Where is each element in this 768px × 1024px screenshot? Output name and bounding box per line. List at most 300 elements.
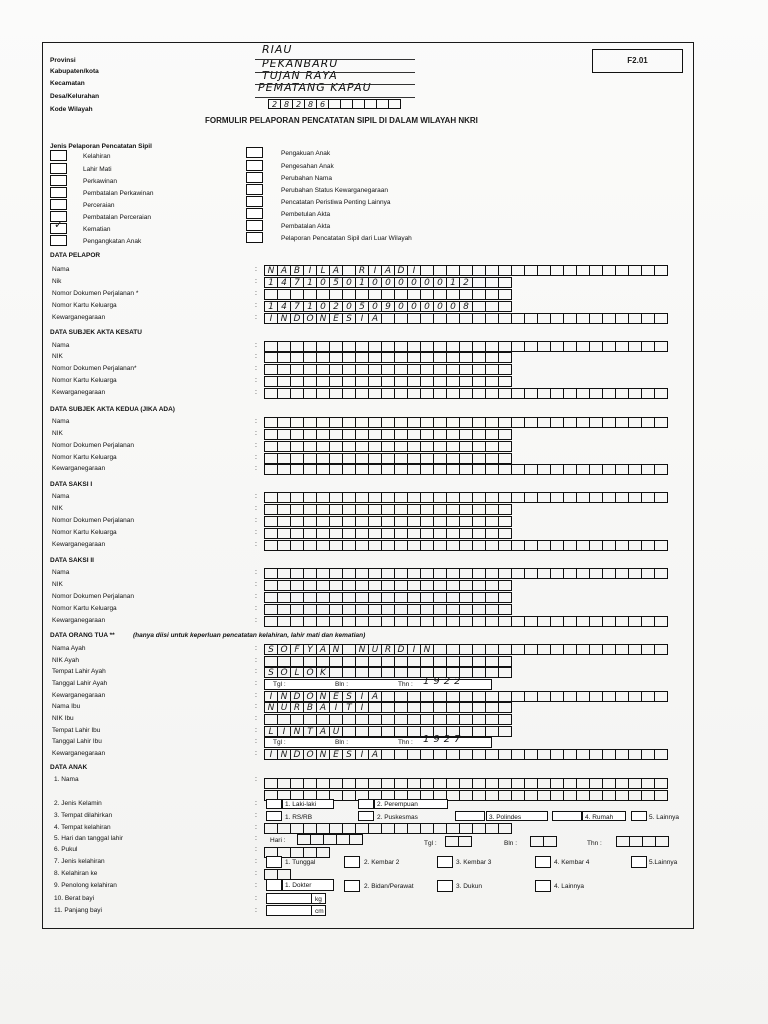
char-cell (447, 657, 460, 666)
char-cell (447, 290, 460, 299)
checkbox-lainnya[interactable] (631, 856, 647, 868)
char-cell (356, 365, 369, 374)
char-cell (473, 645, 486, 654)
char-cell: 8 (305, 100, 317, 108)
char-cell (421, 715, 434, 724)
checkbox-puskesmas[interactable] (358, 811, 374, 821)
colon-separator: : (255, 738, 257, 745)
char-cell (421, 465, 434, 474)
checkbox-jenis-left[interactable] (50, 163, 67, 174)
char-cell (499, 290, 512, 299)
char-cell (655, 418, 668, 427)
char-cell (499, 727, 512, 736)
char-box-row[interactable] (264, 388, 668, 399)
char-cell (538, 791, 551, 800)
char-cell (278, 418, 291, 427)
char-cell (317, 493, 330, 502)
char-cell (343, 715, 356, 724)
colon-separator: : (255, 835, 257, 842)
bln-row[interactable] (530, 836, 557, 847)
char-cell (408, 290, 421, 299)
char-cell (291, 569, 304, 578)
char-cell (512, 314, 525, 323)
option-label: 1. Laki-laki (285, 801, 317, 808)
char-cell (291, 430, 304, 439)
option-label: 2. Bidan/Perawat (364, 883, 414, 890)
char-box-row[interactable] (264, 429, 512, 440)
char-cell (551, 617, 564, 626)
section-heading: Jenis Pelaporan Pencatatan Sipil (50, 143, 152, 150)
char-cell (304, 290, 317, 299)
char-cell (629, 692, 642, 701)
char-cell (447, 692, 460, 701)
hari-row[interactable] (297, 834, 363, 845)
tempat-ibu-row[interactable] (264, 726, 512, 737)
form-title: FORMULIR PELAPORAN PENCATATAN SIPIL DI DALAM WILAYAH NKRI (205, 116, 478, 125)
char-cell (590, 418, 603, 427)
colon-separator: : (255, 657, 257, 664)
char-cell (304, 430, 317, 439)
checkbox-bidan[interactable] (344, 880, 360, 892)
char-cell (395, 617, 408, 626)
char-box-row[interactable] (264, 568, 668, 579)
char-cell (551, 779, 564, 788)
char-cell (512, 645, 525, 654)
char-cell (590, 493, 603, 502)
jenis-label: Perceraian (83, 202, 115, 209)
char-cell (577, 389, 590, 398)
char-cell (395, 493, 408, 502)
char-cell (421, 418, 434, 427)
char-cell: L (317, 266, 330, 275)
char-cell (330, 389, 343, 398)
char-cell (643, 837, 656, 846)
char-cell (434, 465, 447, 474)
char-cell (642, 779, 655, 788)
checkbox-jenis-right[interactable] (246, 232, 263, 243)
char-cell (421, 365, 434, 374)
char-cell: B (304, 703, 317, 712)
char-cell (460, 342, 473, 351)
char-cell: 0 (434, 278, 447, 287)
char-cell (447, 493, 460, 502)
char-cell (343, 493, 356, 502)
jenis-label: Perubahan Status Kewarganegaraan (281, 187, 388, 194)
char-cell (525, 645, 538, 654)
char-cell (369, 442, 382, 451)
char-cell (486, 824, 499, 833)
char-cell (317, 824, 330, 833)
char-cell: I (369, 266, 382, 275)
char-cell (317, 353, 330, 362)
char-cell (343, 353, 356, 362)
char-cell (408, 593, 421, 602)
checkbox-polindes[interactable] (455, 811, 485, 821)
char-cell (512, 750, 525, 759)
char-box-row[interactable] (264, 453, 512, 464)
checkbox-jenis-right[interactable] (246, 196, 263, 207)
section-heading: DATA PELAPOR (50, 252, 101, 259)
char-cell (369, 569, 382, 578)
char-cell (629, 493, 642, 502)
checkbox-kembar4[interactable] (535, 856, 551, 868)
char-cell (265, 657, 278, 666)
field-label: Tempat Lahir Ibu (52, 727, 101, 734)
char-cell (512, 692, 525, 701)
char-cell (590, 314, 603, 323)
char-cell (434, 314, 447, 323)
section-note: (hanya diisi untuk keperluan pencatatan kelahiran, lahir mati dan kematian) (133, 632, 366, 639)
char-cell (486, 517, 499, 526)
char-cell (499, 430, 512, 439)
char-cell (356, 430, 369, 439)
char-box-row[interactable] (264, 540, 668, 551)
char-cell (395, 779, 408, 788)
char-cell (460, 377, 473, 386)
section-heading: DATA SAKSI I (50, 481, 93, 488)
char-cell (460, 529, 473, 538)
char-cell (499, 442, 512, 451)
char-cell (486, 418, 499, 427)
char-box-row[interactable] (264, 376, 512, 387)
char-box-row[interactable] (264, 492, 668, 503)
char-cell (382, 442, 395, 451)
nik-ibu-row[interactable] (264, 714, 512, 725)
char-cell (382, 365, 395, 374)
checkbox-lainnya[interactable] (631, 811, 647, 821)
char-cell (473, 353, 486, 362)
char-box-row[interactable] (264, 341, 668, 352)
checkbox-dokter[interactable] (266, 879, 282, 891)
char-cell (616, 389, 629, 398)
char-cell (369, 657, 382, 666)
char-cell (486, 266, 499, 275)
char-cell (629, 779, 642, 788)
field-label: 8. Kelahiran ke (54, 870, 98, 877)
char-box-row[interactable] (264, 592, 512, 603)
char-cell (460, 353, 473, 362)
char-cell (317, 581, 330, 590)
char-cell (265, 569, 278, 578)
char-cell: I (408, 266, 421, 275)
char-cell: A (317, 703, 330, 712)
char-cell (408, 389, 421, 398)
char-cell (395, 569, 408, 578)
char-cell (421, 314, 434, 323)
char-cell (603, 617, 616, 626)
char-cell (369, 493, 382, 502)
thn-row[interactable] (616, 836, 669, 847)
char-cell (421, 581, 434, 590)
char-cell: 1 (304, 302, 317, 311)
char-cell (473, 302, 486, 311)
char-cell (473, 465, 486, 474)
char-cell (642, 314, 655, 323)
char-cell (434, 715, 447, 724)
char-cell (538, 465, 551, 474)
char-cell (395, 750, 408, 759)
char-cell (265, 290, 278, 299)
char-cell (434, 517, 447, 526)
checkbox-jenis-right[interactable] (246, 184, 263, 195)
char-box-row[interactable] (264, 441, 512, 452)
char-cell (382, 715, 395, 724)
checkbox-jenis-right[interactable] (246, 147, 263, 158)
char-cell (512, 541, 525, 550)
char-cell (590, 342, 603, 351)
tgl-row[interactable] (445, 836, 472, 847)
checkbox-jenis-left[interactable] (50, 175, 67, 186)
char-cell: O (304, 314, 317, 323)
char-cell (330, 505, 343, 514)
jenis-label: Perubahan Nama (281, 175, 332, 182)
nama-ayah-row[interactable] (264, 644, 668, 655)
option-label: 3. Dukun (456, 883, 483, 890)
char-cell (564, 465, 577, 474)
option-label: 1. Dokter (285, 882, 312, 889)
char-cell (486, 442, 499, 451)
char-cell (395, 377, 408, 386)
char-cell (408, 541, 421, 550)
char-cell (265, 365, 278, 374)
char-cell (304, 418, 317, 427)
checkbox-lainnya[interactable] (535, 880, 551, 892)
char-cell (460, 493, 473, 502)
char-cell (408, 529, 421, 538)
char-cell (265, 605, 278, 614)
checkbox-rs[interactable] (266, 811, 282, 821)
char-cell (577, 617, 590, 626)
char-cell (265, 581, 278, 590)
char-cell (486, 377, 499, 386)
char-cell (291, 442, 304, 451)
checkbox-rumah[interactable] (552, 811, 582, 821)
char-cell (291, 657, 304, 666)
char-cell (551, 791, 564, 800)
char-cell (616, 645, 629, 654)
checkbox-perempuan[interactable] (358, 799, 374, 809)
char-box-row[interactable] (264, 504, 512, 515)
char-cell (343, 617, 356, 626)
char-cell (369, 715, 382, 724)
colon-separator: : (255, 858, 257, 865)
field-label: Nomor Dokumen Perjalanan (52, 593, 135, 600)
char-cell (278, 505, 291, 514)
char-cell (499, 581, 512, 590)
char-cell (304, 779, 317, 788)
char-cell (551, 266, 564, 275)
char-cell: R (291, 703, 304, 712)
checkbox-jenis-right[interactable] (246, 172, 263, 183)
char-box-row[interactable] (264, 417, 668, 428)
jenis-label: Pencatatan Peristiwa Penting Lainnya (281, 199, 391, 206)
char-cell (538, 750, 551, 759)
char-box-row[interactable] (264, 277, 512, 288)
char-cell (356, 353, 369, 362)
checkbox-kembar2[interactable] (344, 856, 360, 868)
char-cell (447, 617, 460, 626)
char-cell (486, 342, 499, 351)
char-cell (317, 605, 330, 614)
checkbox-jenis-right[interactable] (246, 220, 263, 231)
char-cell (447, 418, 460, 427)
colon-separator: : (255, 442, 257, 449)
checkbox-jenis-left[interactable] (50, 150, 67, 161)
checkbox-tunggal[interactable] (266, 856, 282, 868)
checkbox-kembar3[interactable] (437, 856, 453, 868)
colon-separator: : (255, 342, 257, 349)
tempat-ayah-row[interactable] (264, 667, 512, 678)
char-cell (499, 266, 512, 275)
char-cell: E (330, 692, 343, 701)
jenis-label: Perkawinan (83, 178, 117, 185)
char-cell (356, 727, 369, 736)
header-value: PEMATANG KAPAU (258, 81, 372, 94)
char-cell (486, 465, 499, 474)
divider (311, 893, 312, 904)
char-cell (564, 791, 577, 800)
char-cell (317, 365, 330, 374)
thn-label: Thn : (587, 840, 602, 847)
char-cell (330, 454, 343, 463)
warga-ayah-row[interactable] (264, 691, 668, 702)
char-cell (434, 442, 447, 451)
char-box-row[interactable] (264, 464, 668, 475)
checkbox-jenis-left[interactable] (50, 199, 67, 210)
char-cell (603, 418, 616, 427)
char-cell: I (265, 692, 278, 701)
char-cell (525, 314, 538, 323)
nama-anak-row[interactable] (264, 778, 668, 789)
char-cell: N (317, 314, 330, 323)
char-cell (395, 703, 408, 712)
colon-separator: : (255, 870, 257, 877)
char-cell (304, 605, 317, 614)
char-cell (486, 569, 499, 578)
field-label: NIK Ayah (52, 657, 79, 664)
char-cell (395, 418, 408, 427)
char-box-row[interactable] (264, 289, 512, 300)
char-box-row[interactable] (264, 604, 512, 615)
char-cell (304, 389, 317, 398)
char-cell (538, 779, 551, 788)
char-cell (382, 465, 395, 474)
char-cell (291, 715, 304, 724)
char-cell (408, 750, 421, 759)
char-box-row[interactable] (264, 516, 512, 527)
char-cell (330, 779, 343, 788)
char-cell (343, 657, 356, 666)
char-cell (408, 824, 421, 833)
char-cell (551, 569, 564, 578)
char-cell (447, 824, 460, 833)
char-box-row[interactable] (264, 364, 512, 375)
char-cell (642, 541, 655, 550)
colon-separator: : (255, 703, 257, 710)
char-cell (291, 465, 304, 474)
checkbox-jenis-right[interactable] (246, 160, 263, 171)
colon-separator: : (255, 430, 257, 437)
tempat-kelahiran-row[interactable] (264, 823, 512, 834)
char-cell (317, 848, 330, 857)
char-cell (642, 266, 655, 275)
char-cell (499, 779, 512, 788)
char-box-row[interactable] (264, 528, 512, 539)
field-label: NIK (52, 581, 63, 588)
checkbox-jenis-right[interactable] (246, 208, 263, 219)
char-cell (642, 418, 655, 427)
checkbox-jenis-left[interactable] (50, 187, 67, 198)
checkbox-dukun[interactable] (437, 880, 453, 892)
char-cell (278, 365, 291, 374)
char-box-row[interactable] (264, 313, 668, 324)
char-cell (291, 541, 304, 550)
char-cell (538, 266, 551, 275)
char-cell (434, 779, 447, 788)
jenis-label: Pembatalan Perceraian (83, 214, 151, 221)
char-box-row[interactable] (264, 580, 512, 591)
char-cell (447, 645, 460, 654)
jenis-label: Kelahiran (83, 153, 111, 160)
kode-wilayah-boxes[interactable] (268, 99, 401, 109)
char-cell (382, 418, 395, 427)
char-cell (265, 593, 278, 602)
char-cell (395, 657, 408, 666)
char-box-row[interactable] (264, 616, 668, 627)
colon-separator: : (255, 517, 257, 524)
char-cell (603, 493, 616, 502)
char-box-row[interactable] (264, 301, 512, 312)
colon-separator: : (255, 645, 257, 652)
char-cell (343, 505, 356, 514)
char-cell (538, 541, 551, 550)
char-box-row[interactable] (264, 265, 668, 276)
char-cell (603, 692, 616, 701)
char-cell (499, 605, 512, 614)
char-cell (421, 824, 434, 833)
char-cell (642, 750, 655, 759)
char-cell (447, 365, 460, 374)
char-cell (551, 541, 564, 550)
char-cell (291, 493, 304, 502)
header-label: Kode Wilayah (50, 106, 93, 113)
warga-ibu-row[interactable] (264, 749, 668, 760)
field-label: Nomor Dokumen Perjalanan (52, 517, 135, 524)
thn-label: Thn : (398, 739, 413, 746)
checkbox-laki-laki[interactable] (266, 799, 282, 809)
char-cell (382, 750, 395, 759)
char-cell: N (330, 645, 343, 654)
char-cell: 0 (369, 302, 382, 311)
char-cell (369, 824, 382, 833)
char-cell (590, 750, 603, 759)
char-cell: O (304, 668, 317, 677)
field-label: Tempat Lahir Ayah (52, 668, 106, 675)
char-box-row[interactable] (264, 352, 512, 363)
char-cell (330, 442, 343, 451)
char-cell (317, 569, 330, 578)
char-cell (382, 377, 395, 386)
char-cell (460, 465, 473, 474)
char-cell: O (304, 750, 317, 759)
checkbox-jenis-left[interactable] (50, 235, 67, 246)
char-cell (434, 645, 447, 654)
char-cell: U (278, 703, 291, 712)
char-cell (317, 715, 330, 724)
char-cell (408, 353, 421, 362)
nama-ibu-row[interactable] (264, 702, 512, 713)
nik-ayah-row[interactable] (264, 656, 512, 667)
